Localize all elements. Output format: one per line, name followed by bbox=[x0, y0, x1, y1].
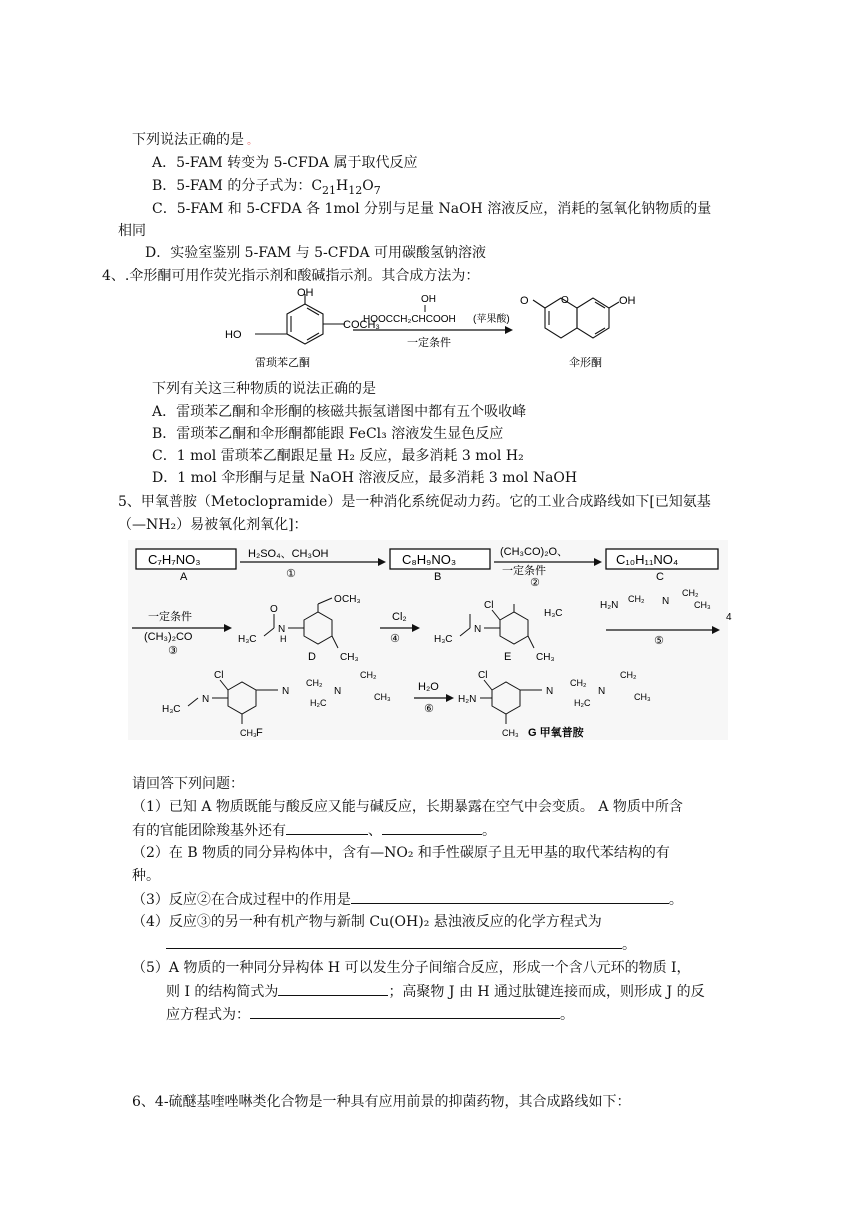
q5-stem-line2: （—NH₂）易被氧化剂氧化]： bbox=[118, 517, 308, 533]
step-4: ④ bbox=[390, 633, 400, 645]
resacetophenone-structure bbox=[255, 294, 345, 344]
label-f: F bbox=[256, 727, 263, 739]
q4-option-d: D．1 mol 伞形酮与足量 NaOH 溶液反应，最多消耗 3 mol NaOH bbox=[152, 470, 578, 486]
product-name: 伞形酮 bbox=[569, 357, 602, 369]
umbelliferone-structure bbox=[533, 298, 619, 338]
q3-option-d: D．实验室鉴别 5-FAM 与 5-CFDA 可用碳酸氢钠溶液 bbox=[145, 245, 487, 261]
f-h3c: H₃C bbox=[162, 704, 181, 715]
q4-option-a: A．雷琐苯乙酮和伞形酮的核磁共振氢谱图中都有五个吸收峰 bbox=[152, 404, 527, 420]
q3-option-b: B．5-FAM 的分子式为：$C_{21}H_{12}O_7$ bbox=[152, 178, 381, 197]
d-och3: CH₃ bbox=[340, 652, 359, 663]
answer-blank-3[interactable] bbox=[351, 889, 669, 904]
answer-blank-5a[interactable] bbox=[278, 981, 388, 996]
f-ch3: CH₃ bbox=[374, 692, 391, 702]
answer-blank-4[interactable] bbox=[166, 934, 622, 949]
reaction-condition: 一定条件 bbox=[407, 337, 451, 349]
f-n-amide: N bbox=[282, 686, 290, 697]
reagent-5-ch2: CH₂ bbox=[628, 594, 645, 604]
label-a: A bbox=[180, 571, 188, 583]
q5-part5-line2: 则 I 的结构简式为 ；高聚物 J 由 H 通过肽键连接而成，则形成 J 的反 bbox=[166, 981, 705, 1002]
reagent-2: (CH₃CO)₂O、 bbox=[500, 546, 569, 558]
label-e: E bbox=[504, 651, 512, 663]
q4-reaction-scheme bbox=[215, 286, 655, 372]
f-n-amine: N bbox=[334, 686, 342, 697]
reagent-oh-label: OH bbox=[421, 294, 436, 305]
condition-2: 一定条件 bbox=[502, 565, 546, 577]
f-ch2: CH₂ bbox=[306, 678, 323, 688]
d-h3c: H₃C bbox=[238, 634, 257, 645]
f-och3: CH₃ bbox=[240, 728, 257, 738]
e-h3c: H₃C bbox=[434, 634, 453, 645]
q3-option-a: A．5-FAM 转变为 5-CFDA 属于取代反应 bbox=[152, 155, 418, 171]
box-a-formula: C₇H₇NO₃ bbox=[148, 552, 201, 567]
q4-option-c: C．1 mol 雷琐苯乙酮跟足量 H₂ 反应，最多消耗 3 mol H₂ bbox=[152, 448, 524, 464]
box-b-formula: C₈H₉NO₃ bbox=[402, 552, 457, 567]
q5-part5-line3: 应方程式为： 。 bbox=[166, 1004, 574, 1025]
q5-part2-line2: 种。 bbox=[132, 868, 160, 884]
q5-part1-line2: 有的官能团除羧基外还有 、 。 bbox=[132, 820, 496, 841]
e-h3c-ester: H₃C bbox=[544, 608, 563, 619]
g-ch3: CH₃ bbox=[634, 692, 651, 702]
q4-option-b: B．雷琐苯乙酮和伞形酮都能跟 FeCl₃ 溶液发生显色反应 bbox=[152, 426, 504, 442]
f-ch2b: CH₂ bbox=[360, 670, 377, 680]
d-o: O bbox=[270, 604, 278, 615]
q4-question: 下列有关这三种物质的说法正确的是 bbox=[152, 381, 376, 397]
f-h2c: H₂C bbox=[310, 698, 327, 708]
q4-stem: 4、.伞形酮可用作荧光指示剂和酸碱指示剂。其合成方法为： bbox=[102, 268, 480, 284]
reagent-malic-acid: HOOCCH₂CHCOOH bbox=[363, 314, 456, 325]
g-n-amide: N bbox=[546, 686, 554, 697]
carbonyl-oxygen-label: O bbox=[520, 295, 529, 307]
g-h2n: H₂N bbox=[458, 694, 477, 705]
answer-blank-1b[interactable] bbox=[382, 820, 482, 835]
resacetophenone-oh-label: OH bbox=[297, 287, 314, 299]
q5-part3: （3）反应②在合成过程中的作用是 。 bbox=[132, 889, 683, 910]
q5-part2-line1: （2）在 B 物质的同分异构体中，含有—NO₂ 和手性碳原子且无甲基的取代苯结构的有 bbox=[132, 845, 670, 861]
condition-3: 一定条件 bbox=[148, 611, 192, 623]
d-o-ester: O bbox=[334, 594, 342, 605]
q3-option-c-line1: C．5-FAM 和 5-CFDA 各 1mol 分别与足量 NaOH 溶液反应，消耗的氢氧化钠物质的量 bbox=[152, 201, 712, 217]
resacetophenone-ho-label: HO bbox=[225, 329, 242, 341]
label-b: B bbox=[434, 571, 442, 583]
answer-blank-1a[interactable] bbox=[286, 820, 368, 835]
reagent-note: (苹果酸) bbox=[473, 314, 510, 325]
label-c: C bbox=[656, 571, 664, 583]
step-5: ⑤ bbox=[654, 635, 664, 647]
ring-oxygen-label: O bbox=[561, 295, 569, 306]
step-2: ② bbox=[530, 577, 540, 589]
g-h2c: H₂C bbox=[574, 698, 591, 708]
q3-option-c-line2: 相同 bbox=[118, 223, 146, 239]
g-och3: CH₃ bbox=[502, 728, 519, 738]
q3-stem-tail: 下列说法正确的是 。 bbox=[132, 132, 258, 148]
e-ch3: CH₃ bbox=[536, 652, 555, 663]
q5-prompt: 请回答下列问题： bbox=[132, 776, 244, 792]
g-ch2: CH₂ bbox=[570, 678, 587, 688]
reagent-1: H₂SO₄、CH₃OH bbox=[248, 548, 329, 560]
g-ch2b: CH₂ bbox=[620, 670, 637, 680]
e-n: N bbox=[474, 624, 482, 635]
q5-part4: （4）反应③的另一种有机产物与新制 Cu(OH)₂ 悬浊液反应的化学方程式为 bbox=[132, 914, 602, 930]
g-cl: Cl bbox=[478, 670, 488, 681]
resacetophenone-coch3-label: COCH₃ bbox=[343, 319, 380, 331]
reagent-5-n: N bbox=[662, 596, 670, 607]
answer-blank-5b[interactable] bbox=[250, 1004, 560, 1019]
box-c-formula: C₁₀H₁₁NO₄ bbox=[616, 552, 679, 567]
label-g: G 甲氧普胺 bbox=[528, 727, 584, 739]
q5-part4-answer: 。 bbox=[166, 934, 636, 955]
g-n-amine: N bbox=[598, 686, 606, 697]
label-d: D bbox=[308, 651, 316, 663]
d-h: H bbox=[280, 634, 287, 644]
reagent-5-4: 4 bbox=[726, 612, 732, 623]
e-cl: Cl bbox=[484, 600, 494, 611]
f-n: N bbox=[202, 694, 210, 705]
step-6: ⑥ bbox=[424, 703, 434, 715]
umbelliferone-oh-label: OH bbox=[619, 295, 636, 307]
reagent-5-h2n: H₂N bbox=[600, 600, 619, 611]
f-cl: Cl bbox=[214, 670, 224, 681]
reagent-5-ch3: CH₃ bbox=[694, 600, 711, 610]
q5-stem-line1: 5、甲氧普胺（Metoclopramide）是一种消化系统促动力药。它的工业合成路线如下[已知氨基 bbox=[118, 494, 711, 510]
q5-part5-line1: （5）A 物质的一种同分异构体 H 可以发生分子间缩合反应，形成一个含八元环的物质 I， bbox=[132, 960, 691, 976]
step-1: ① bbox=[286, 568, 296, 580]
d-n: N bbox=[278, 624, 286, 635]
q5-part1-line1: （1）已知 A 物质既能与酸反应又能与碱反应，长期暴露在空气中会变质。 A 物质中所含 bbox=[132, 799, 683, 815]
reagent-5-ch2b: CH₂ bbox=[682, 588, 699, 598]
q5-synthesis-scheme bbox=[128, 540, 732, 740]
reactant-name: 雷琐苯乙酮 bbox=[255, 357, 310, 369]
q6-stem: 6、4-硫醚基喹唑啉类化合物是一种具有应用前景的抑菌药物，其合成路线如下： bbox=[132, 1094, 631, 1110]
reagent-4: Cl₂ bbox=[392, 611, 407, 623]
d-ch3: CH₃ bbox=[342, 594, 361, 605]
reagent-6: H₂O bbox=[418, 681, 439, 693]
step-3: ③ bbox=[168, 645, 178, 657]
reagent-3: (CH₃)₂CO bbox=[144, 631, 193, 643]
